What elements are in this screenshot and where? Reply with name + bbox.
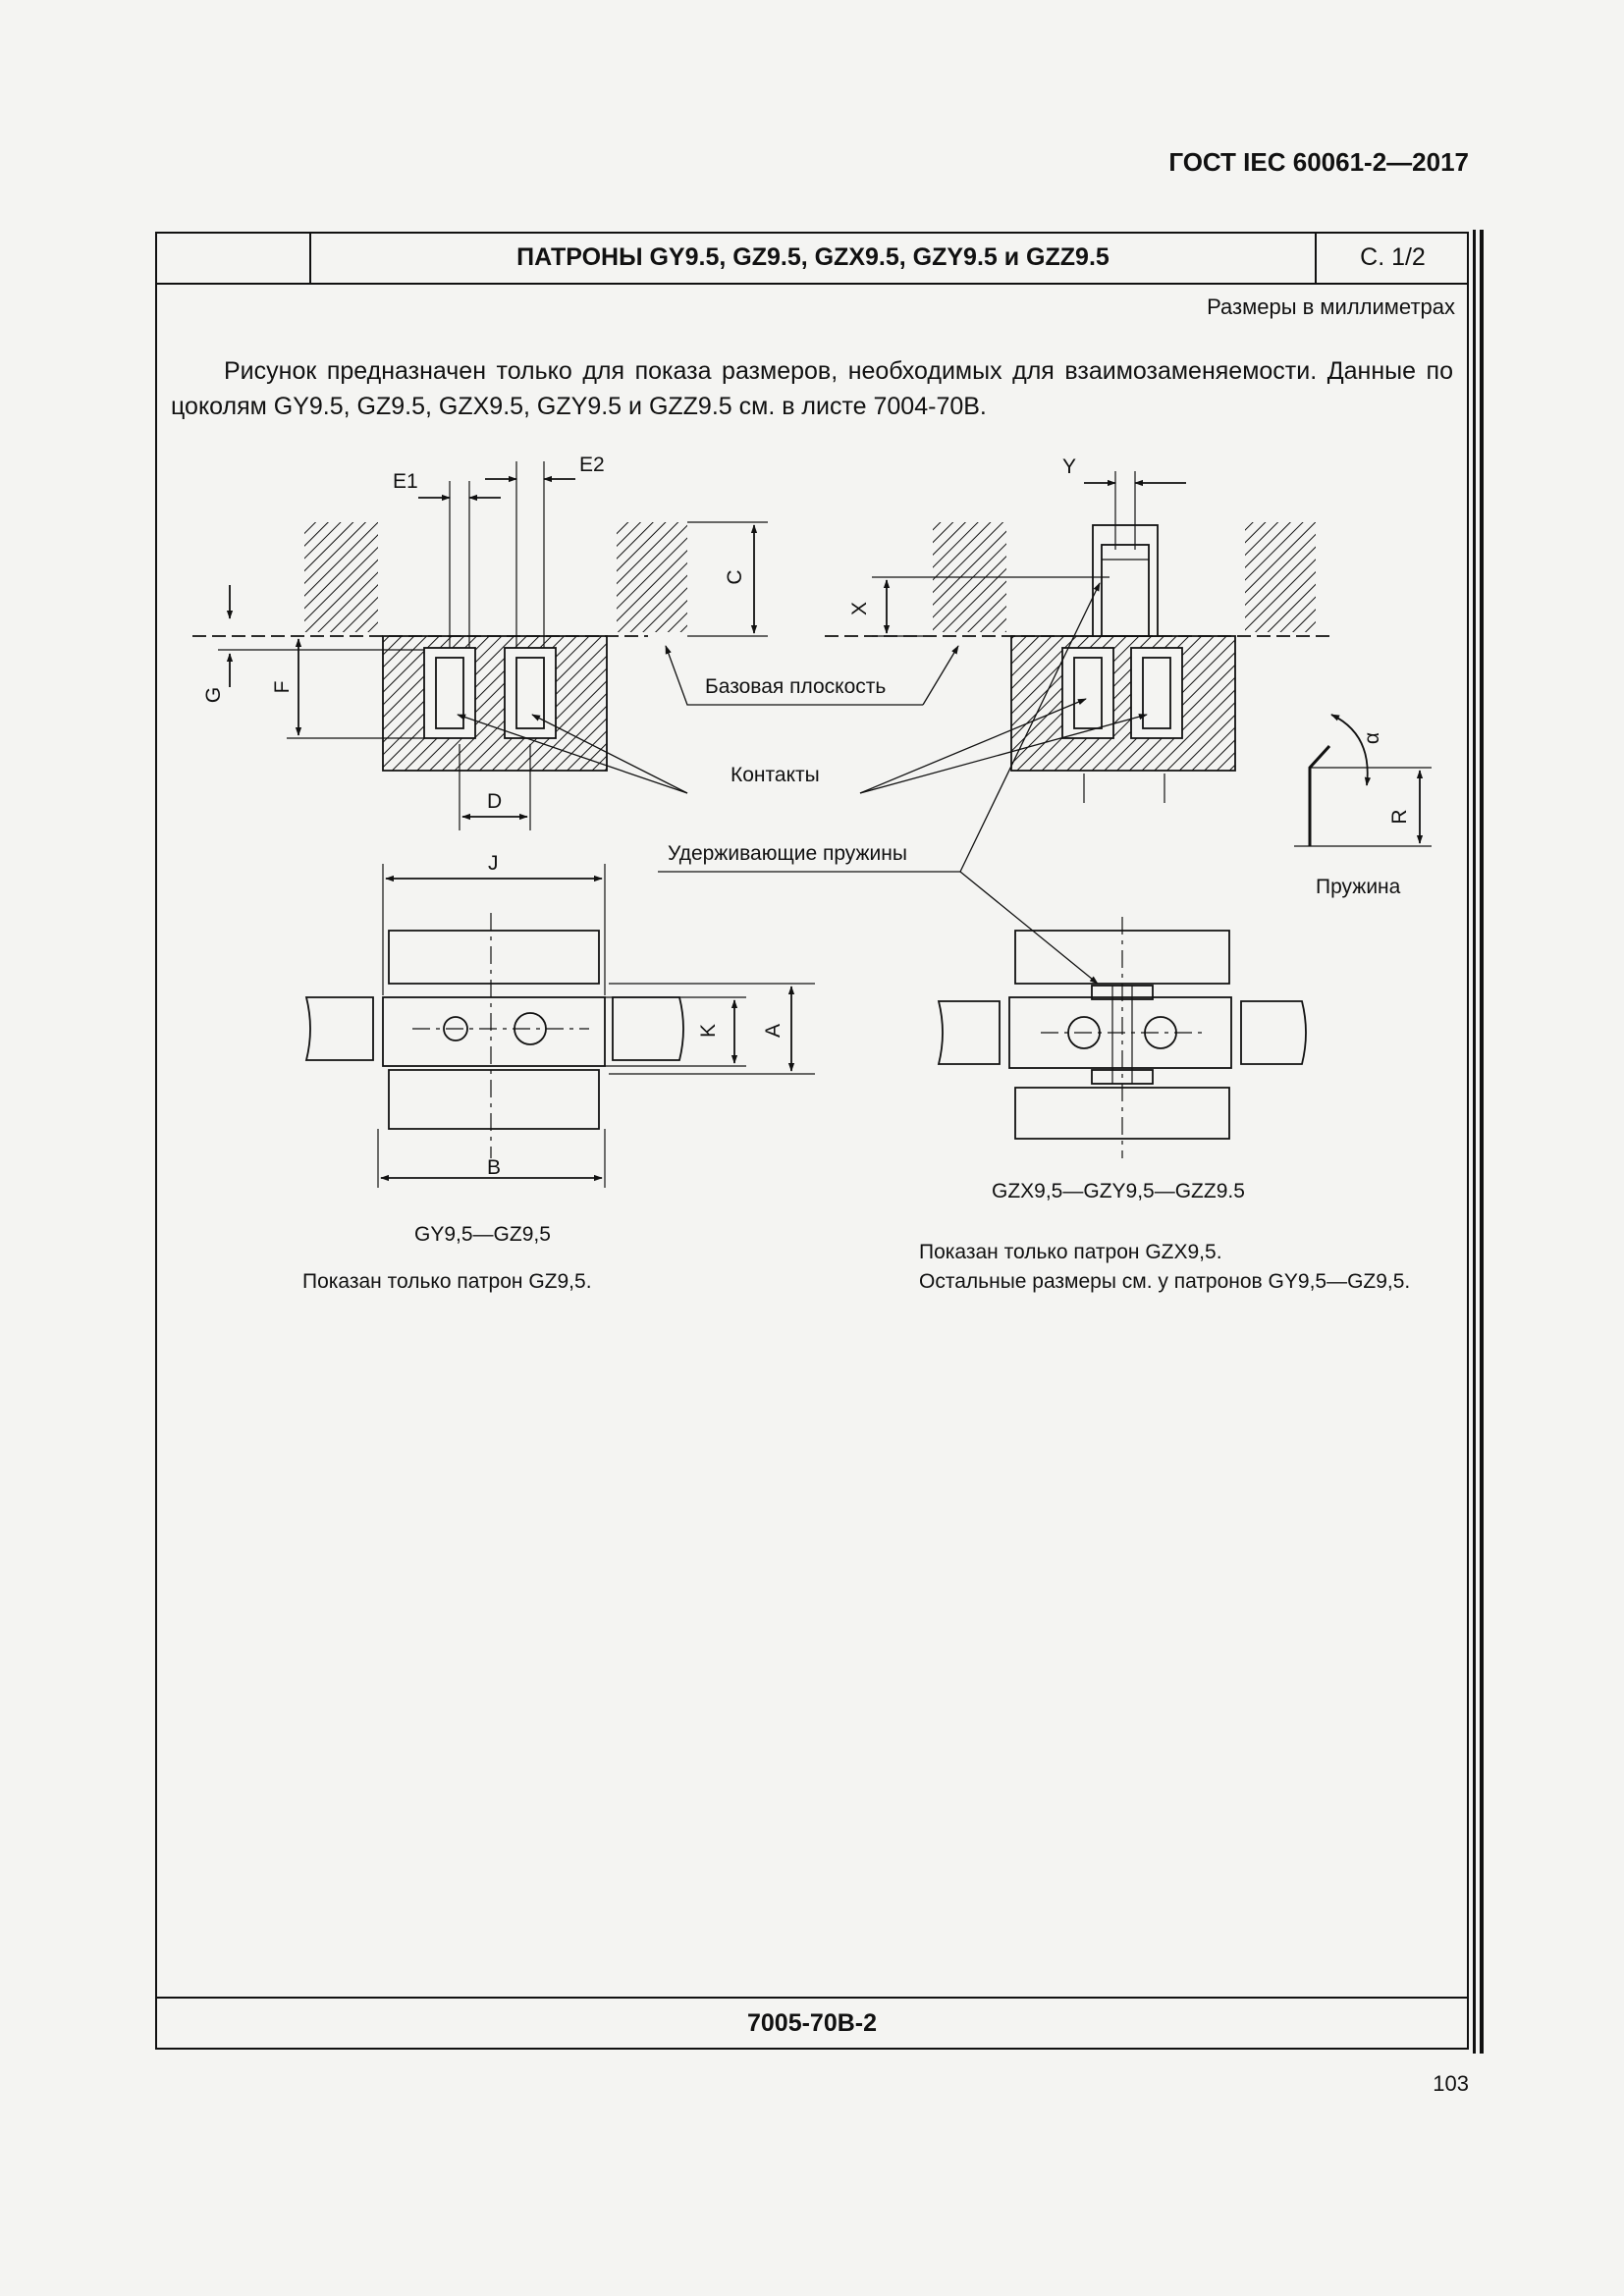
dim-e1: E1	[393, 470, 418, 493]
label-base-plane: Базовая плоскость	[705, 675, 887, 698]
left-plan-view	[306, 864, 815, 1188]
intro-paragraph: Рисунок предназначен только для показа размеров, необходимых для взаимозаменяемости. Данные по цоколям GY9.5, GZ9.5, GZX9.5, GZY9.5 и GZZ9.5 см. в листе 7004-70B.	[171, 357, 1453, 420]
dim-e2: E2	[579, 454, 605, 476]
dim-x: X	[848, 601, 871, 616]
sheet-number: С. 1/2	[1360, 243, 1426, 271]
dim-c: C	[724, 569, 746, 585]
sheet-title: ПАТРОНЫ GY9.5, GZ9.5, GZX9.5, GZY9.5 и GZZ9.5	[516, 243, 1110, 271]
label-retaining-springs: Удерживающие пружины	[668, 842, 907, 865]
caption-right: GZX9,5—GZY9,5—GZZ9.5	[992, 1180, 1245, 1202]
label-spring: Пружина	[1316, 876, 1401, 898]
note-right-2: Остальные размеры см. у патронов GY9,5—GZ9,5.	[919, 1270, 1411, 1293]
dim-g: G	[202, 686, 225, 704]
left-section-view	[192, 461, 768, 830]
dim-d: D	[487, 790, 503, 813]
dim-k: K	[697, 1023, 720, 1039]
note-left: Показан только патрон GZ9,5.	[302, 1270, 592, 1293]
note-right-1: Показан только патрон GZX9,5.	[919, 1241, 1222, 1263]
dim-a: A	[762, 1023, 785, 1039]
units-note: Размеры в миллиметрах	[1207, 294, 1455, 319]
sheet-code: 7005-70B-2	[746, 2009, 878, 2037]
standard-number: ГОСТ IEC 60061-2—2017	[1168, 147, 1469, 177]
page-number: 103	[1433, 2071, 1469, 2096]
caption-left: GY9,5—GZ9,5	[414, 1223, 551, 1246]
label-contacts: Контакты	[731, 764, 820, 786]
dim-y: Y	[1062, 455, 1077, 478]
dim-j: J	[488, 852, 499, 875]
dim-r: R	[1388, 809, 1411, 825]
right-plan-view	[939, 917, 1306, 1158]
dim-alpha: α	[1361, 731, 1383, 745]
dim-b: B	[487, 1156, 502, 1179]
right-section-view	[825, 471, 1335, 803]
dim-f: F	[271, 680, 294, 694]
